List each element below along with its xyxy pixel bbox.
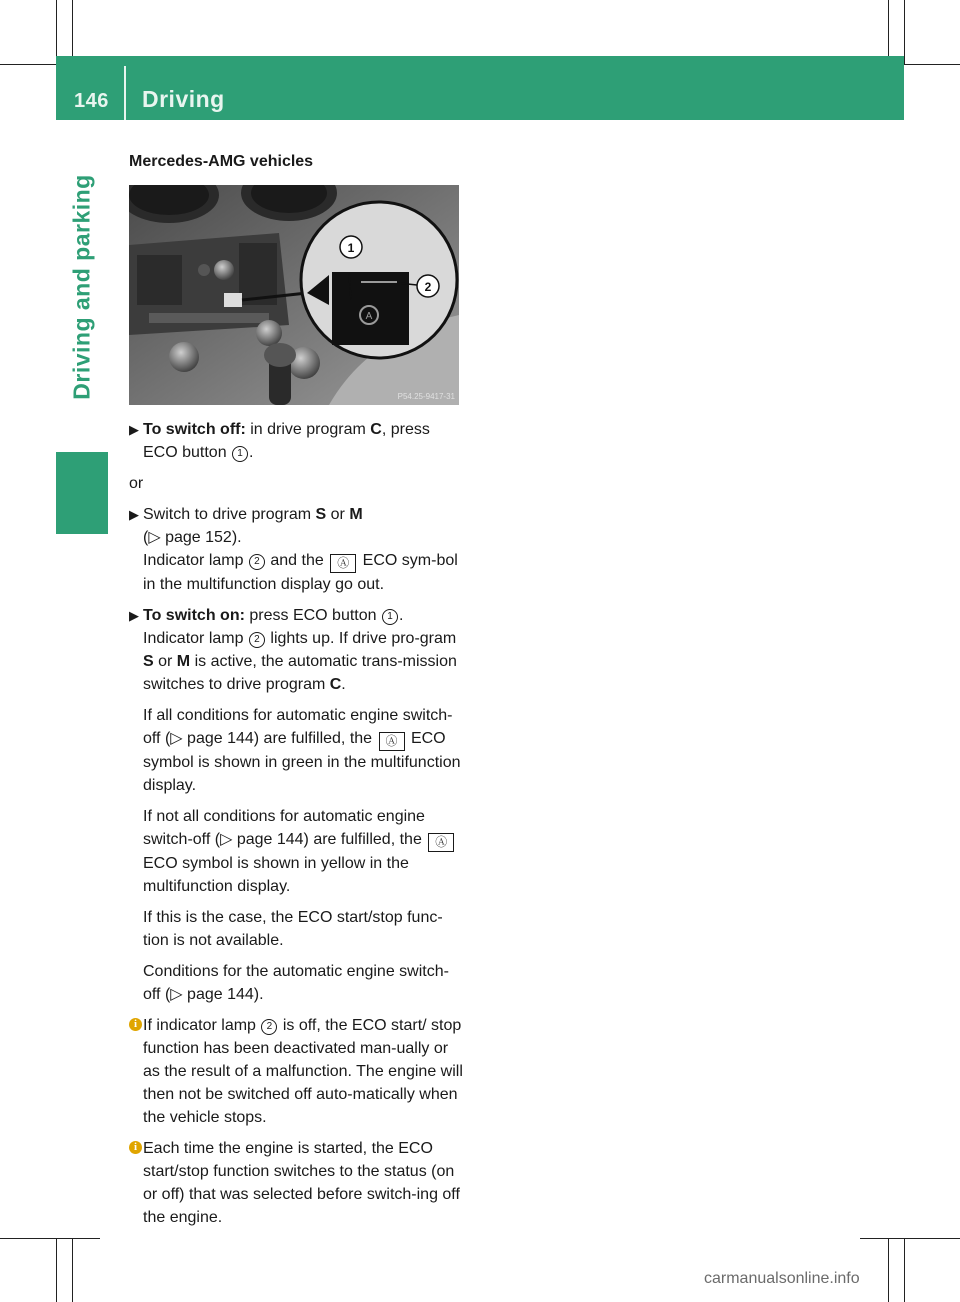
text: If this is the case, the ECO start/stop func-tion is not available. (143, 909, 443, 949)
callout-2: 2 (424, 280, 432, 294)
text: S (315, 506, 327, 523)
page-link[interactable]: page 144) are fulfilled, the (182, 730, 377, 747)
text: If indicator lamp (143, 1017, 261, 1034)
callout-ref-1: 1 (232, 446, 248, 462)
text: Each time the engine is started, the ECO start/stop function switches to the status (on or off) that was selected before switch-ing off the engine. (143, 1140, 460, 1226)
info-note (129, 1137, 464, 1229)
callout-ref-2: 2 (261, 1019, 277, 1035)
watermark: carmanualsonline.info (704, 1270, 860, 1287)
callout-ref-2: 2 (249, 554, 265, 570)
crop-mark (888, 0, 889, 64)
text: or (326, 506, 350, 523)
page-number: 146 (74, 90, 109, 112)
text: in drive program (245, 421, 371, 438)
crop-mark (904, 1238, 905, 1302)
callout-1: 1 (347, 241, 355, 255)
crop-mark (72, 1238, 73, 1302)
page-link[interactable]: page 144). (182, 986, 264, 1003)
text: . (249, 444, 254, 461)
text: ECO symbol is shown in green in the multifunction display. (143, 730, 461, 794)
eco-icon: Ⓐ (379, 732, 405, 751)
text: Switch to drive program (143, 506, 316, 523)
text: If not all conditions for automatic engine switch-off ( (143, 808, 425, 848)
text: Indicator lamp (143, 552, 248, 569)
page-header (56, 56, 904, 120)
text: and the (265, 552, 329, 569)
dashboard-photo (129, 185, 459, 405)
page-ref-arrow-icon: ▷ (170, 730, 183, 747)
step-arrow-icon: ▶ (129, 608, 139, 623)
crop-mark (888, 1238, 889, 1302)
text: , press ECO button (143, 421, 430, 461)
or-text: or (129, 475, 144, 492)
crop-mark (0, 1238, 100, 1239)
content-body (129, 418, 464, 1229)
crop-mark (72, 0, 73, 64)
eco-icon: Ⓐ (330, 554, 356, 573)
side-tab-block (56, 452, 108, 534)
text: is active, the automatic trans-mission switches to drive program (143, 653, 457, 693)
crop-mark (860, 1238, 960, 1239)
text: lights up. If drive pro-gram (265, 630, 457, 647)
step-bold: To switch off: (143, 421, 246, 438)
step-arrow-icon: ▶ (129, 422, 139, 437)
text: If all conditions for automatic engine switch-off ( (143, 707, 453, 747)
text: ECO symbol is shown in yellow in the multifunction display. (143, 855, 409, 895)
text: ECO sym-bol in the multifunction display go out. (143, 552, 458, 593)
page-ref-arrow-icon: ▷ (148, 529, 161, 546)
side-tab-text: Driving and parking (68, 174, 95, 400)
text: Conditions for the automatic engine switch-off ( (143, 963, 449, 1003)
step-switch-on (129, 604, 464, 1006)
page-link[interactable]: page 144) are fulfilled, the (232, 831, 427, 848)
crop-mark (56, 1238, 57, 1302)
callout-ref-2: 2 (249, 632, 265, 648)
page-link[interactable]: page 152). (160, 529, 242, 546)
crop-mark (56, 0, 57, 64)
text: press ECO button (244, 607, 381, 624)
info-icon: i (129, 1141, 142, 1154)
figure-code: P54.25-9417-31 (397, 392, 455, 401)
text: is off, the ECO start/ stop function has been deactivated man-ually or as the result of a malfunction. The engine will then not be switched off auto-matically when the vehicle stops. (143, 1017, 463, 1126)
text: ( (143, 529, 149, 546)
info-icon: i (129, 1018, 142, 1031)
page-ref-arrow-icon: ▷ (220, 831, 233, 848)
step-switch-program (129, 503, 464, 596)
step-arrow-icon: ▶ (129, 507, 139, 522)
header-divider (124, 66, 126, 120)
chapter-title: Driving (142, 86, 225, 112)
step-bold: To switch on: (143, 607, 245, 624)
crop-mark (904, 0, 905, 64)
svg-text:A: A (365, 311, 373, 322)
step-switch-off (129, 418, 464, 464)
text: M (349, 506, 363, 523)
eco-icon: Ⓐ (428, 833, 454, 852)
text: C (370, 421, 382, 438)
section-heading: Mercedes-AMG vehicles (129, 153, 314, 170)
callout-ref-1: 1 (382, 609, 398, 625)
page-ref-arrow-icon: ▷ (170, 986, 183, 1003)
text: M (176, 653, 191, 670)
text: C (329, 676, 342, 693)
text: or (153, 653, 177, 670)
side-tab-label (56, 122, 108, 452)
text: S (143, 653, 154, 670)
text: . (398, 607, 404, 624)
info-note (129, 1014, 464, 1129)
text: Indicator lamp (143, 630, 248, 647)
text: . (341, 676, 346, 693)
